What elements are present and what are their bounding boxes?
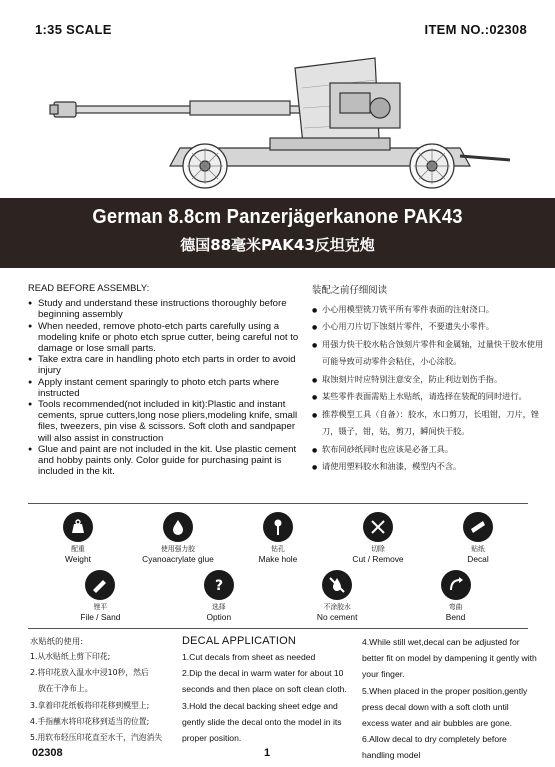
legend-no-cement: 不涂胶水 No cement <box>291 570 383 622</box>
instructions-heading-cn: 装配之前仔细阅读 <box>312 285 388 296</box>
decal-instructions-english-right: 4.While still wet,decal can be adjusted for better fit on model by dampening it gently with your finger. 5.When placed in the proper position,gently press decal down with a soft cloth until excess water and air bubbles are gone. 6.Allow decal to dry completely before handling model <box>362 637 537 761</box>
scissors-icon <box>363 512 393 542</box>
footer-item-number: 02308 <box>32 747 63 759</box>
item-number: ITEM NO.:02308 <box>424 22 527 37</box>
legend-cut: 切除 Cut / Remove <box>332 512 424 564</box>
glue-drop-icon <box>163 512 193 542</box>
decal-icon <box>463 512 493 542</box>
page-number: 1 <box>264 747 271 759</box>
file-icon <box>85 570 115 600</box>
bend-icon <box>441 570 471 600</box>
instruction-item-cn: ● 某些零件表面需贴上水贴纸，请选择在装配的同时进行。 <box>312 388 544 406</box>
title-chinese: 德国88毫米PAK43反坦克炮 <box>180 236 375 254</box>
title-band <box>0 198 555 268</box>
instruction-item-cn: ● 取蚀刻片时应特别注意安全，防止利边划伤手指。 <box>312 371 544 389</box>
instruction-item: ● Apply instant cement sparingly to photo etch parts where instructed <box>28 377 310 399</box>
instructions-english <box>28 282 310 477</box>
instructions-heading-en: READ BEFORE ASSEMBLY: <box>28 282 150 293</box>
icon-legend-row-1 <box>28 512 528 564</box>
instructions-chinese <box>312 282 544 476</box>
question-icon <box>204 570 234 600</box>
no-cement-icon <box>322 570 352 600</box>
weight-icon <box>63 512 93 542</box>
instruction-item-cn: ● 请使用塑料胶水和油漆，模型内不含。 <box>312 458 544 476</box>
svg-text:?: ? <box>214 578 223 594</box>
pak43-gun-illustration <box>40 48 520 198</box>
instruction-item-cn: ● 小心用模型铣刀铣平所有零件表面的注射浇口。 <box>312 301 544 319</box>
legend-weight: 配重 Weight <box>32 512 124 564</box>
instruction-item-cn: ● 小心用刀片切下蚀刻片零件，不要遗失小零件。 <box>312 318 544 336</box>
icon-legend-row-2 <box>28 570 528 622</box>
instruction-item: ● When needed, remove photo-etch parts carefully using a modeling knife or photo etch sprue cutter, being careful not to damage or lose small parts. <box>28 321 310 355</box>
decal-instructions-english-left: DECAL APPLICATION 1.Cut decals from sheet as needed 2.Dip the decal in warm water for about 10 seconds and then place on soft clean cloth. 3.Hold the decal backing sheet edge and gently slide the decal onto the model in its proper position. <box>182 634 358 746</box>
divider <box>28 503 528 504</box>
drill-icon <box>263 512 293 542</box>
instruction-item: ● Glue and paint are not included in the kit. Use plastic cement and hobby paints only. Color guide for purchasing paint is included in the kit. <box>28 444 310 478</box>
decal-instructions-chinese: 水贴纸的使用: 1.从水贴纸上剪下印花; 2.将印花放入温水中浸10秒，然后 放在干净布上。 3.拿着印花纸板将印花移到模型上; 4.手指蘸水将印花移到适当的位置; 5.用软布轻压印花直至水干，汽泡消失 <box>30 636 163 743</box>
instruction-item: ● Tools recommended(not included in kit):Plastic and instant cements, sprue cutters,long nose pliers,modeling knife, small files, tweezers, pin vise & scissors. Soft cloth and sandpaper will also assist in construction <box>28 399 310 444</box>
instruction-item-cn: ● 用强力快干胶水粘合蚀刻片零件和金属轴，过量快干胶水使用可能导致可动零件会粘住，小心涂胶。 <box>312 336 544 371</box>
legend-drill: 钻孔 Make hole <box>232 512 324 564</box>
legend-option: ? 选择 Option <box>173 570 265 622</box>
legend-decal: 贴纸 Decal <box>432 512 524 564</box>
instruction-item: ● Take extra care in handling photo etch parts in order to avoid injury <box>28 354 310 376</box>
instruction-item-cn: ● 软布同砂纸同时也应该是必备工具。 <box>312 441 544 459</box>
legend-glue: 使用强力胶 Cyanoacrylate glue <box>132 512 224 564</box>
instruction-item-cn: ● 推荐模型工具（自备）：胶水，水口剪刀，长咀钳，刀片，锉刀，镊子，钳，钻，剪刀，瞬间快干胶。 <box>312 406 544 441</box>
legend-file: 锉平 File / Sand <box>54 570 146 622</box>
legend-bend: 弯曲 Bend <box>410 570 502 622</box>
divider <box>28 628 528 629</box>
title-english: German 8.8cm Panzerjägerkanone PAK43 <box>92 206 463 228</box>
instruction-item: ● Study and understand these instructions thoroughly before beginning assembly <box>28 298 310 320</box>
scale-label: 1:35 SCALE <box>35 22 112 37</box>
decal-title: DECAL APPLICATION <box>182 635 297 647</box>
